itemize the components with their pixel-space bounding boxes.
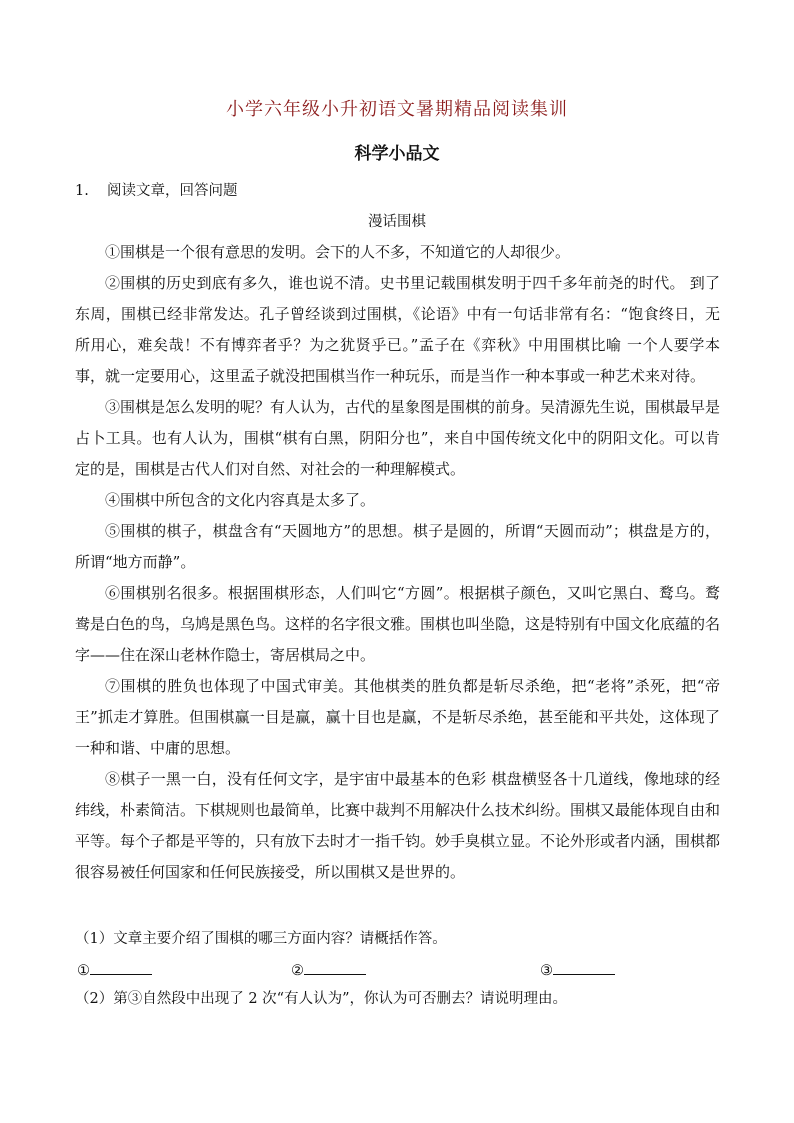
paragraph: ②围棋的历史到底有多久，谁也说不清。史书里记载围棋发明于四千多年前尧的时代。 到了东周，围棋已经非常发达。孔子曾经谈到过围棋，《论语》中有一句话非常有名：“饱食终日，无所用心，难矣哉！不有博弈者乎？为之犹贤乎已。”孟子在《弈秋》中用围棋比喻 一个人要学本事，就一定要用心，这里孟子就没把围棋当作一种玩乐，而是当作一种本事或一种艺术来对待。: [75, 274, 720, 385]
paragraph: ①围棋是一个很有意思的发明。会下的人不多，不知道它的人却很少。: [105, 243, 571, 261]
paragraph: ④围棋中所包含的文化内容真是太多了。: [105, 491, 376, 509]
sub-question-1: （1）文章主要介绍了围棋的哪三方面内容？请概括作答。: [75, 931, 447, 947]
blank-marker: ①: [77, 963, 90, 979]
paragraph: ⑤围棋的棋子，棋盘含有“天圆地方”的思想。棋子是圆的，所谓“天圆而动”；棋盘是方的，所谓“地方而静”。: [75, 522, 720, 571]
answer-blank-2[interactable]: [291, 958, 366, 982]
paragraph: ⑥围棋别名很多。根据围棋形态，人们叫它“方圆”。根据棋子颜色，又叫它黑白、鹜乌。鹜鸯是白色的鸟，乌鸠是黑色鸟。这样的名字很文雅。围棋也叫坐隐，这是特别有中国文化底蕴的名字——住在深山老林作隐士，寄居棋局之中。: [75, 584, 721, 664]
blank-marker: ③: [540, 963, 553, 979]
question-number: 1.: [75, 183, 89, 199]
blank-line: [553, 958, 615, 975]
blank-line: [304, 958, 366, 975]
answer-blank-1[interactable]: [77, 958, 152, 982]
section-heading: 科学小品文: [354, 144, 440, 164]
blank-line: [90, 958, 152, 975]
blank-marker: ②: [291, 963, 304, 979]
paragraph: ③围棋是怎么发明的呢？有人认为，古代的星象图是围棋的前身。吴清源先生说，围棋最早是占卜工具。也有人认为，围棋“棋有白黑，阴阳分也”，来自中国传统文化中的阴阳文化。可以肯定的是，围棋是古代人们对自然、对社会的一种理解模式。: [75, 398, 721, 478]
article-body: [75, 237, 720, 888]
article-title: 漫话围棋: [368, 214, 426, 230]
paragraph: ⑦围棋的胜负也体现了中国式审美。其他棋类的胜负都是斩尽杀绝，把“老将”杀死，把“帝王”抓走才算胜。但围棋赢一目是赢，赢十目也是赢，不是斩尽杀绝，甚至能和平共处，这体现了一种和谐、中庸的思想。: [75, 677, 720, 757]
document-title: 小学六年级小升初语文暑期精品阅读集训: [226, 99, 568, 120]
answer-blanks: [75, 958, 720, 980]
question-prompt: 阅读文章，回答问题: [107, 183, 238, 199]
sub-question-2: （2）第③自然段中出现了 2 次“有人认为”，你认为可否删去？请说明理由。: [75, 991, 567, 1007]
question-heading: [75, 180, 238, 202]
paragraph: ⑧棋子一黑一白，没有任何文字，是宇宙中最基本的色彩 棋盘横竖各十几道线，像地球的经纬线，朴素简洁。下棋规则也最简单，比赛中裁判不用解决什么技术纠纷。围棋又最能体现自由和平等。每个子都是平等的，只有放下去时才一指千钧。妙手臭棋立显。不论外形或者内涵，围棋都很容易被任何国家和任何民族接受，所以围棋又是世界的。: [75, 770, 721, 881]
answer-blank-3[interactable]: [540, 958, 615, 982]
